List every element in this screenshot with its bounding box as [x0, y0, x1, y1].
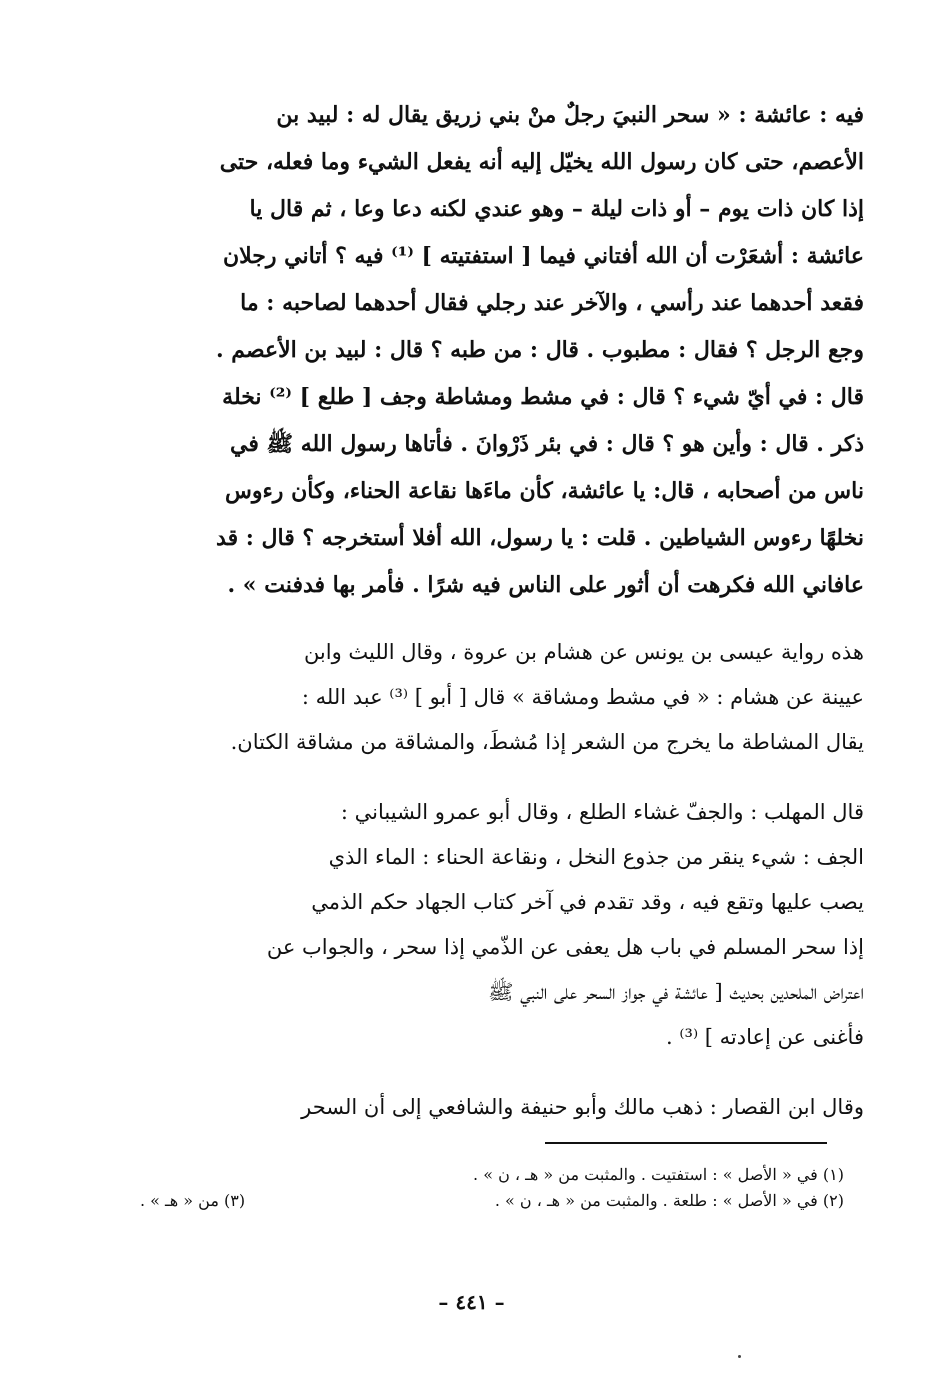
footnote-1: (١) في « الأصل » : استفتيت . والمثبت من « هـ ، ن » . [473, 1165, 844, 1184]
hadith-text-block [140, 92, 864, 609]
text-line: الأعصم، حتى كان رسول الله يخيّل إليه أنه يفعل الشيء وما فعله، حتى [219, 149, 864, 175]
text-line: ناس من أصحابه ، قال: يا عائشة، كأن ماءَها نقاعة الحناء، وكأن رءوس [224, 478, 864, 504]
commentary-paragraph-3 [140, 1085, 864, 1130]
scan-speck [738, 1355, 741, 1358]
footnote-row [140, 1188, 844, 1214]
text-line: إذا كان ذات يوم – أو ذات ليلة – وهو عندي لكنه دعا وعا ، ثم قال يا [249, 196, 864, 222]
text-line: يقال المشاطة ما يخرج من الشعر إذا مُشطَ، والمشاقة من مشاقة الكتان. [230, 730, 864, 754]
text-line: يصب عليها وتقع فيه ، وقد تقدم في آخر كتاب الجهاد حكم الذمي [311, 890, 864, 914]
commentary-paragraph-2 [140, 790, 864, 1060]
footnote-3: (٣) من « هـ » . [140, 1191, 246, 1210]
text-line: ذكر . قال : وأين هو ؟ قال : في بئر ذَرْوانَ . فأتاها رسول الله ﷺ في [230, 431, 864, 457]
footnote-2: (٢) في « الأصل » : طلعة . والمثبت من « هـ ، ن » . [494, 1191, 844, 1210]
commentary-paragraph-1 [140, 630, 864, 765]
text-line: وقال ابن القصار : ذهب مالك وأبو حنيفة والشافعي إلى أن السحر [301, 1095, 864, 1119]
text-line: نخلهًا رءوس الشياطين . قلت : يا رسول، الله أفلا أستخرجه ؟ قال : قد [216, 525, 864, 551]
text-line: إذا سحر المسلم في باب هل يعفى عن الذّمي إذا سحر ، والجواب عن [266, 935, 864, 959]
footnotes [140, 1162, 844, 1214]
page-number: – ٤٤١ – [438, 1290, 505, 1314]
text-line: قال : في أيّ شيء ؟ قال : في مشط ومشاطة وجف [ طلع ] ⁽²⁾ نخلة [222, 384, 864, 410]
footnote-separator [545, 1142, 827, 1144]
text-line: قال المهلب : والجفّ غشاء الطلع ، وقال أبو عمرو الشيباني : [340, 800, 864, 824]
text-line: عيينة عن هشام : « في مشط ومشاقة » قال [ أبو ] ⁽³⁾ عبد الله : [301, 685, 864, 709]
footnote-row [140, 1162, 844, 1188]
text-line: وجع الرجل ؟ فقال : مطبوب . قال : من طبه ؟ قال : لبيد بن الأعصم . [215, 337, 864, 363]
text-line: عافاني الله فكرهت أن أثور على الناس فيه شرًا . فأمر بها فدفنت » . [227, 572, 864, 598]
text-line: عائشة : أشعَرْت أن الله أفتاني فيما [ استفتيته ] ⁽¹⁾ فيه ؟ أتاني رجلان [222, 243, 864, 269]
text-line: فقعد أحدهما عند رأسي ، والآخر عند رجلي فقال أحدهما لصاحبه : ما [240, 290, 864, 316]
text-line: فيه : عائشة : « سحر النبيَ رجلٌ منْ بني زريق يقال له : لبيد بن [276, 102, 864, 128]
text-line: الجف : شيء ينقر من جذوع النخل ، ونقاعة الحناء : الماء الذي [328, 845, 864, 869]
text-line: هذه رواية عيسى بن يونس عن هشام بن عروة ، وقال الليث وابن [303, 640, 864, 664]
text-line: فأغنى عن إعادته ] ⁽³⁾ . [666, 1025, 864, 1049]
text-line: اعتراض الملحدين بحديث [ عائشة في جواز السحر على النبي ﷺ [488, 980, 864, 1004]
